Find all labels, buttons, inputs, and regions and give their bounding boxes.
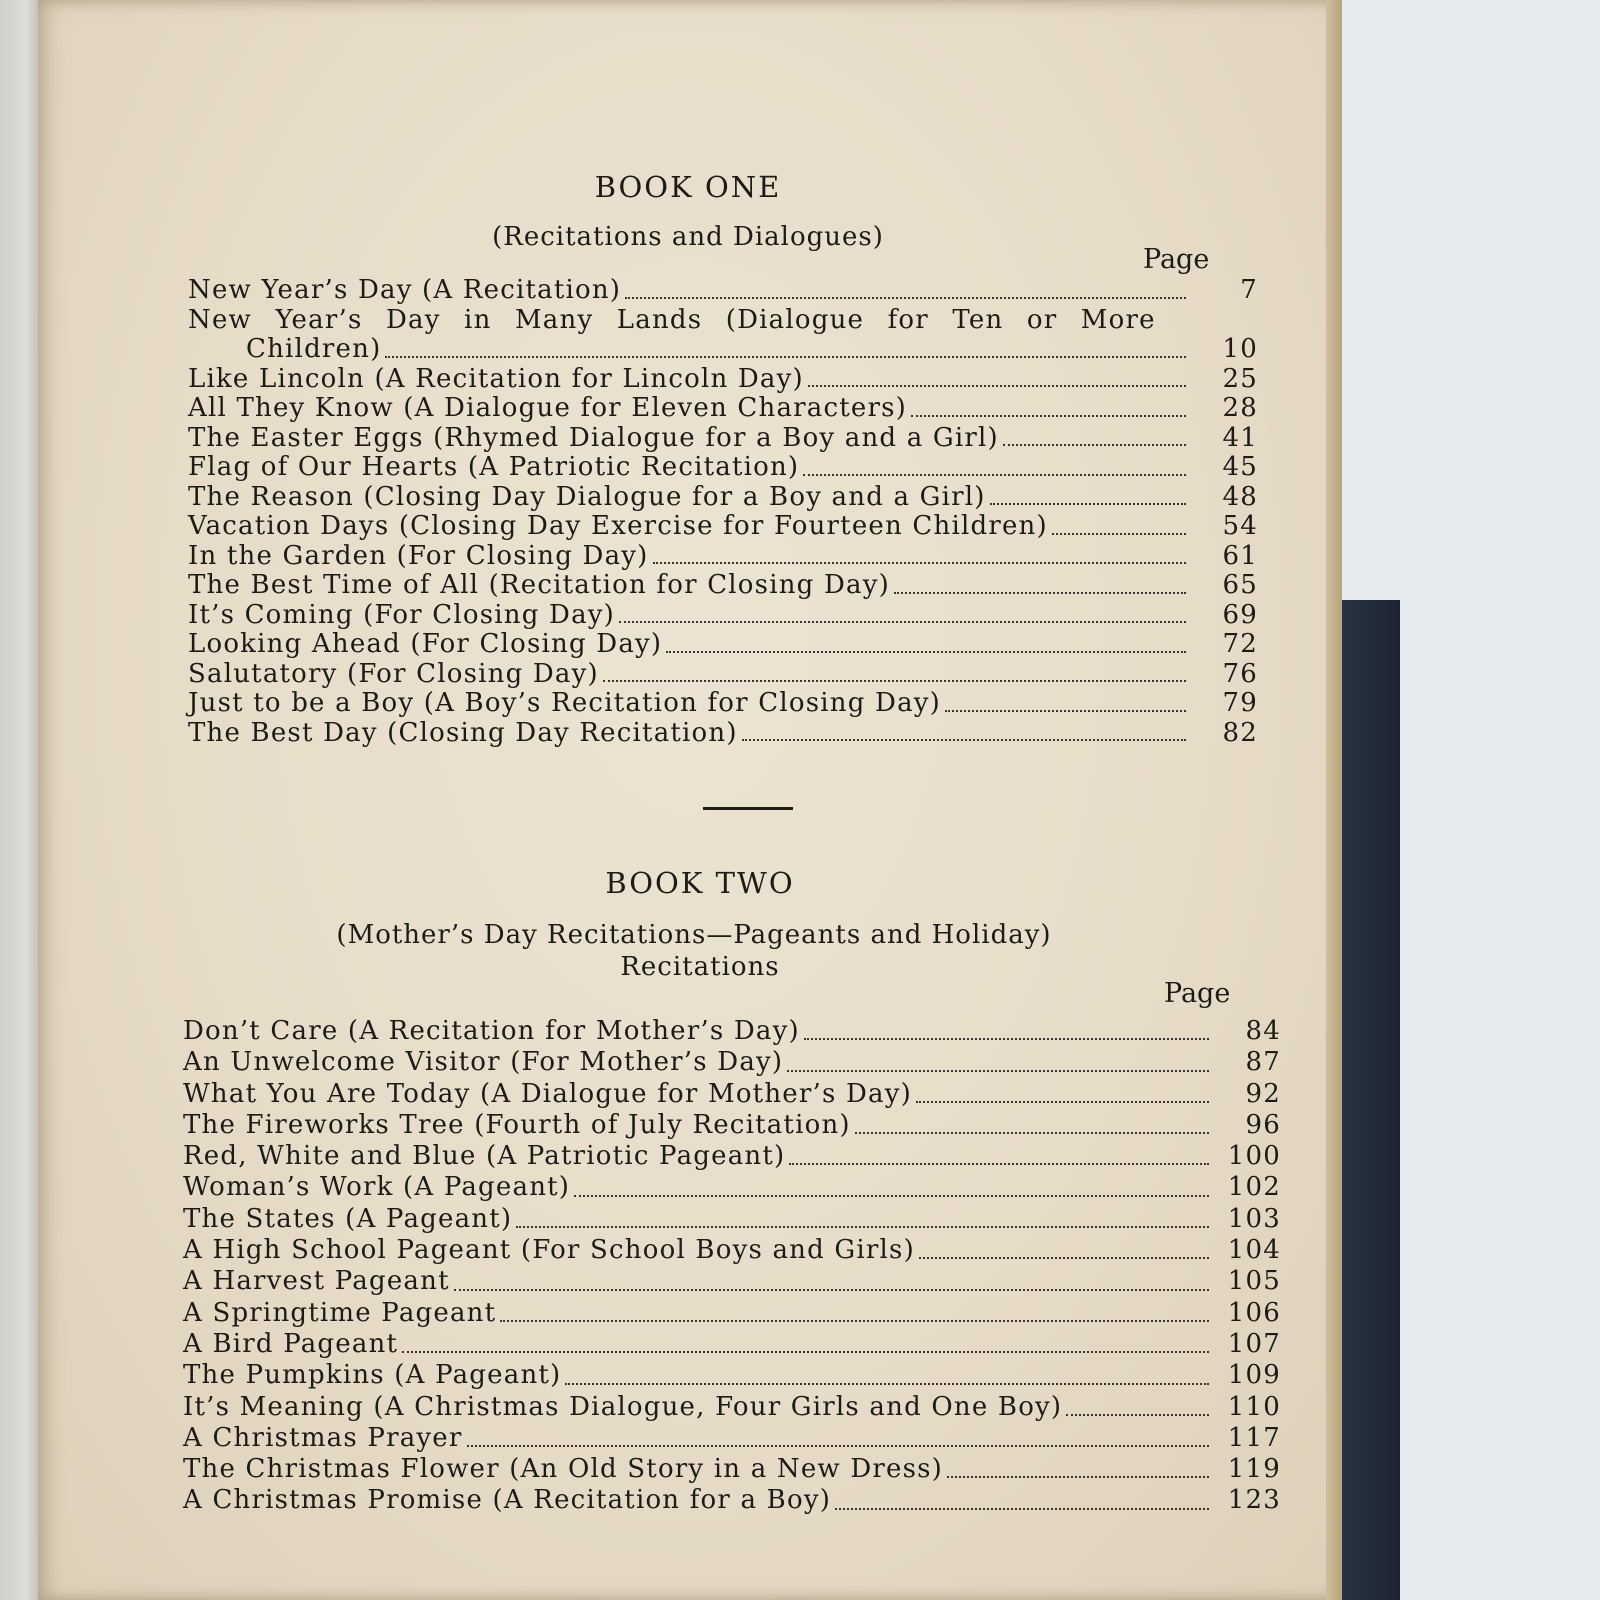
toc-entry-continuation (188, 335, 1258, 365)
toc-entry (183, 1360, 1281, 1391)
toc-entry-page: 48 (1222, 481, 1258, 512)
book-two-page-label: Page (1164, 978, 1231, 1009)
toc-entry-title: A Christmas Promise (A Recitation for a Boy) (183, 1485, 832, 1516)
toc-entry-page: 110 (1227, 1391, 1281, 1422)
dot-leader (402, 1351, 1209, 1353)
dot-leader (808, 385, 1186, 387)
book-two-heading: BOOK TWO (605, 866, 795, 900)
dot-leader (835, 1508, 1209, 1510)
toc-entry-page: 109 (1227, 1360, 1281, 1391)
toc-entry-title: The Pumpkins (A Pageant) (183, 1360, 562, 1391)
toc-entry-title: New Year’s Day in Many Lands (Dialogue for Ten or More (188, 304, 1156, 335)
toc-entry (188, 483, 1258, 513)
dot-leader (742, 739, 1186, 741)
toc-entry-page: 103 (1227, 1203, 1281, 1234)
toc-entry-page: 54 (1222, 511, 1258, 541)
toc-entry-title: In the Garden (For Closing Day) (188, 540, 649, 571)
book-two-subheading: (Mother’s Day Recitations—Pageants and Holiday) (336, 920, 1052, 950)
toc-entry (183, 1141, 1281, 1172)
toc-entry (188, 542, 1258, 572)
toc-entry-title: It’s Coming (For Closing Day) (188, 599, 616, 630)
toc-entry-title: Just to be a Boy (A Boy’s Recitation for Closing Day) (188, 688, 942, 718)
dot-leader (625, 297, 1186, 299)
dot-leader (454, 1289, 1209, 1291)
dot-leader (789, 1163, 1209, 1165)
dot-leader (619, 621, 1186, 623)
dot-leader (787, 1070, 1209, 1072)
toc-entry (183, 1423, 1281, 1454)
toc-entry (183, 1204, 1281, 1235)
toc-entry-page: 119 (1227, 1454, 1281, 1485)
toc-entry-title-continuation: Children) (246, 334, 382, 364)
toc-entry (188, 689, 1258, 719)
toc-entry (183, 1485, 1281, 1516)
toc-entry (183, 1329, 1281, 1360)
toc-entry-title: Don’t Care (A Recitation for Mother’s Day) (183, 1016, 800, 1046)
dot-leader (1052, 533, 1186, 535)
toc-entry-page: 123 (1227, 1485, 1281, 1516)
toc-entry-page: 45 (1222, 452, 1258, 482)
toc-entry-title: A Harvest Pageant (183, 1266, 450, 1297)
toc-entry (183, 1235, 1281, 1266)
dot-leader (916, 1101, 1209, 1103)
dot-leader (855, 1132, 1209, 1134)
dot-leader (803, 474, 1186, 476)
dot-leader (565, 1383, 1209, 1385)
toc-entry (183, 1016, 1281, 1047)
book-one-page-label: Page (1143, 244, 1210, 275)
toc-entry-title: Flag of Our Hearts (A Patriotic Recitation) (188, 452, 800, 482)
toc-entry-page: 7 (1240, 275, 1258, 305)
toc-entry-page: 105 (1227, 1266, 1281, 1297)
toc-entry-page: 72 (1222, 629, 1258, 659)
toc-entry-page: 28 (1222, 393, 1258, 423)
toc-entry-title: Like Lincoln (A Recitation for Lincoln Day) (188, 363, 804, 394)
toc-entry (188, 394, 1258, 424)
toc-entry (188, 276, 1258, 306)
dot-leader (1066, 1414, 1209, 1416)
toc-entry-title: New Year’s Day (A Recitation) (188, 275, 622, 305)
toc-entry-title: Woman’s Work (A Pageant) (183, 1172, 571, 1203)
toc-entry-title: The Best Day (Closing Day Recitation) (188, 717, 738, 748)
toc-entry-title: What You Are Today (A Dialogue for Mother’s Day) (183, 1078, 912, 1109)
toc-entry-page: 41 (1222, 422, 1258, 453)
toc-entry-page: 87 (1245, 1047, 1281, 1078)
toc-entry-page: 82 (1222, 717, 1258, 748)
dot-leader (574, 1195, 1209, 1197)
toc-entry-page: 100 (1227, 1141, 1281, 1172)
toc-entry (188, 306, 1258, 336)
toc-entry-page: 96 (1245, 1109, 1281, 1140)
toc-entry (188, 719, 1258, 749)
toc-entry-page: 92 (1245, 1078, 1281, 1109)
toc-entry (188, 365, 1258, 395)
page-edge (1326, 0, 1342, 1600)
toc-entry (188, 630, 1258, 660)
toc-entry (188, 512, 1258, 542)
dot-leader (603, 680, 1186, 682)
toc-entry-page: 79 (1222, 688, 1258, 718)
dot-leader (385, 356, 1186, 358)
dot-leader (516, 1226, 1209, 1228)
toc-entry-page: 84 (1245, 1016, 1281, 1046)
dot-leader (919, 1257, 1209, 1259)
toc-entry-page: 107 (1227, 1328, 1281, 1359)
toc-entry (188, 453, 1258, 483)
toc-entry-page: 69 (1222, 599, 1258, 630)
toc-entry-title: Vacation Days (Closing Day Exercise for Fourteen Children) (188, 511, 1048, 541)
dot-leader (911, 415, 1186, 417)
dot-leader (1003, 444, 1186, 446)
dot-leader (804, 1038, 1209, 1040)
toc-entry-title: Red, White and Blue (A Patriotic Pageant) (183, 1141, 786, 1172)
dot-leader (467, 1445, 1209, 1447)
toc-entry-title: The Easter Eggs (Rhymed Dialogue for a Boy and a Girl) (188, 422, 999, 453)
toc-entry-page: 76 (1222, 658, 1258, 689)
dot-leader (653, 562, 1186, 564)
toc-entry (188, 601, 1258, 631)
book-page (38, 0, 1338, 1600)
toc-entry (188, 660, 1258, 690)
toc-entry (183, 1079, 1281, 1110)
toc-entry-title: The Christmas Flower (An Old Story in a New Dress) (183, 1454, 944, 1485)
book-cover-edge (1340, 600, 1400, 1600)
book-one-contents (188, 276, 1258, 748)
toc-entry (188, 571, 1258, 601)
toc-entry-title: An Unwelcome Visitor (For Mother’s Day) (183, 1047, 784, 1078)
toc-entry-title: A Christmas Prayer (183, 1422, 463, 1453)
toc-entry (188, 424, 1258, 454)
toc-entry-page: 10 (1222, 334, 1258, 364)
toc-entry-page: 65 (1222, 570, 1258, 600)
toc-entry (183, 1047, 1281, 1078)
toc-entry (183, 1392, 1281, 1423)
dot-leader (945, 710, 1186, 712)
toc-entry (183, 1110, 1281, 1141)
toc-entry-page: 104 (1227, 1235, 1281, 1266)
section-divider (703, 807, 793, 810)
book-one-subheading: (Recitations and Dialogues) (492, 222, 884, 252)
toc-entry (183, 1172, 1281, 1203)
dot-leader (947, 1476, 1209, 1478)
toc-entry-title: Looking Ahead (For Closing Day) (188, 629, 663, 659)
toc-entry (183, 1298, 1281, 1329)
dot-leader (666, 651, 1186, 653)
dot-leader (894, 592, 1186, 594)
toc-entry-page: 61 (1222, 540, 1258, 571)
toc-entry (183, 1454, 1281, 1485)
toc-entry-title: A Bird Pageant (183, 1328, 399, 1359)
toc-entry-title: A Springtime Pageant (183, 1297, 497, 1328)
toc-entry-title: Salutatory (For Closing Day) (188, 658, 599, 689)
toc-entry (183, 1266, 1281, 1297)
toc-entry-title: It’s Meaning (A Christmas Dialogue, Four Girls and One Boy) (183, 1391, 1063, 1422)
book-one-heading: BOOK ONE (594, 170, 782, 204)
toc-entry-title: The Best Time of All (Recitation for Closing Day) (188, 570, 890, 600)
dot-leader (500, 1320, 1209, 1322)
toc-entry-page: 25 (1222, 363, 1258, 394)
toc-entry-title: The Reason (Closing Day Dialogue for a Boy and a Girl) (188, 481, 986, 512)
toc-entry-page: 117 (1227, 1422, 1281, 1453)
dot-leader (990, 503, 1186, 505)
toc-entry-page: 102 (1227, 1172, 1281, 1203)
toc-entry-title: The Fireworks Tree (Fourth of July Recitation) (183, 1109, 851, 1140)
book-two-subheading-line2: Recitations (620, 952, 780, 982)
toc-entry-title: A High School Pageant (For School Boys and Girls) (183, 1235, 915, 1266)
toc-entry-page: 106 (1227, 1297, 1281, 1328)
toc-entry-title: All They Know (A Dialogue for Eleven Characters) (188, 393, 908, 423)
book-two-contents (183, 1016, 1281, 1517)
toc-entry-title: The States (A Pageant) (183, 1203, 513, 1234)
